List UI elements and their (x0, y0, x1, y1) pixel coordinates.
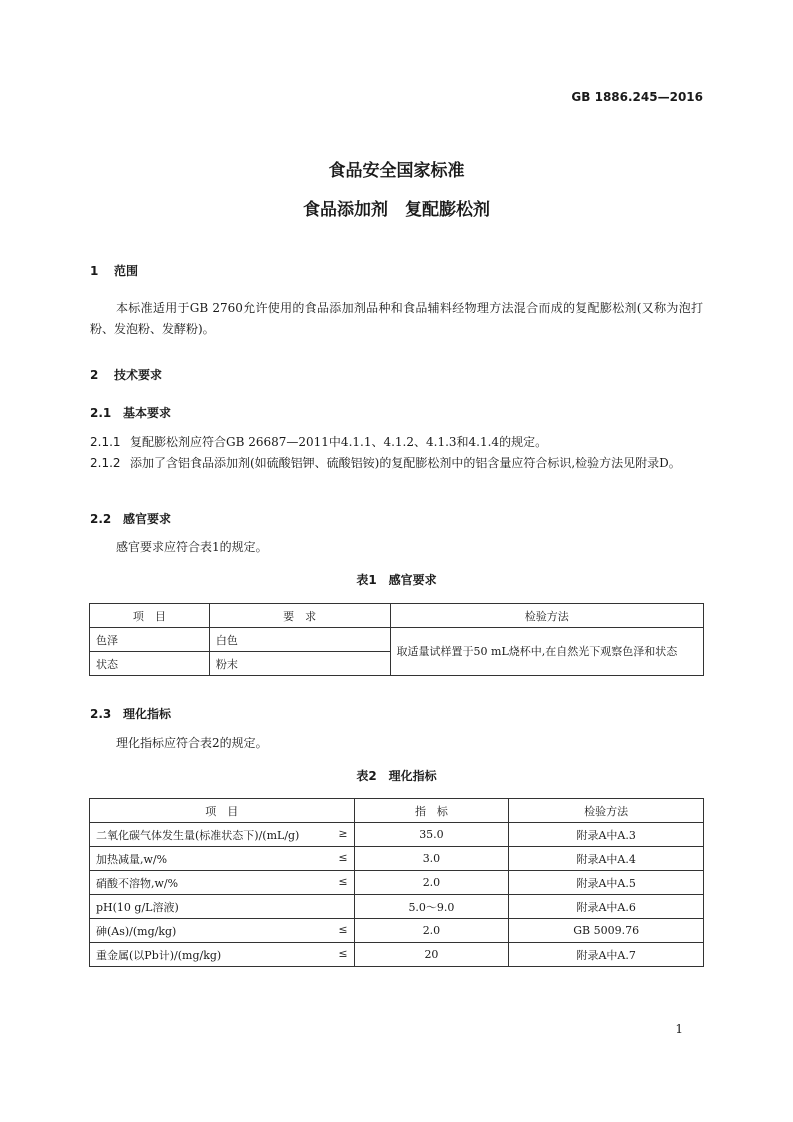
item-label: pH(10 g/L溶液) (96, 900, 179, 914)
clause-2-1-1 (90, 432, 703, 453)
item-label: 重金属(以Pb计)/(mg/kg) (96, 948, 222, 962)
table-row (90, 943, 704, 967)
item-label: 加热减量,w/% (96, 852, 168, 866)
header-cell: 要 求 (209, 604, 390, 628)
item-cell: 状态 (90, 652, 210, 676)
section-2-1-heading (90, 404, 171, 421)
section-2-3-text: 理化指标应符合表2的规定。 (116, 736, 268, 750)
section-title: 理化指标 (123, 707, 172, 721)
table-row (90, 871, 704, 895)
clause-2-1-2 (90, 453, 703, 474)
section-title: 感官要求 (123, 512, 172, 526)
value-cell: 2.0 (354, 919, 509, 943)
item-label: 硝酸不溶物,w/% (96, 876, 179, 890)
header-cell: 指 标 (354, 799, 509, 823)
title-line-1: 食品安全国家标准 (328, 161, 465, 181)
section-title: 范围 (114, 264, 139, 278)
item-cell (90, 871, 355, 895)
header-cell: 项 目 (90, 799, 355, 823)
item-cell (90, 847, 355, 871)
operator: ≤ (338, 922, 348, 936)
method-cell: GB 5009.76 (509, 919, 704, 943)
section-2-2-text: 感官要求应符合表1的规定。 (116, 540, 268, 554)
section-number: 2.3 (90, 707, 112, 721)
method-cell: 附录A中A.3 (509, 823, 704, 847)
section-number: 2 (90, 368, 99, 382)
item-label: 砷(As)/(mg/kg) (96, 924, 177, 938)
section-number: 2.1 (90, 406, 112, 420)
operator: ≤ (338, 946, 348, 960)
section-2-3-heading (90, 705, 171, 722)
item-cell: 色泽 (90, 628, 210, 652)
section-number: 2.2 (90, 512, 112, 526)
clause-number: 2.1.1 (90, 435, 121, 449)
header-cell: 项 目 (90, 604, 210, 628)
requirement-cell: 白色 (209, 628, 390, 652)
section-title: 基本要求 (123, 406, 172, 420)
clause-text: 复配膨松剂应符合GB 26687—2011中4.1.1、4.1.2、4.1.3和4.1.4的规定。 (130, 435, 548, 449)
table-header-row (90, 799, 704, 823)
value-cell: 2.0 (354, 871, 509, 895)
item-cell (90, 943, 355, 967)
item-label: 二氧化碳气体发生量(标准状态下)/(mL/g) (96, 828, 300, 842)
table-row (90, 847, 704, 871)
method-cell: 附录A中A.6 (509, 895, 704, 919)
sensory-requirements-table (89, 603, 704, 676)
requirement-cell: 粉末 (209, 652, 390, 676)
section-1-heading (90, 262, 138, 279)
clause-number: 2.1.2 (90, 456, 121, 470)
method-cell: 附录A中A.4 (509, 847, 704, 871)
item-cell (90, 919, 355, 943)
table-2-caption: 表2 理化指标 (356, 769, 437, 783)
table-row (90, 823, 704, 847)
section-2-heading (90, 366, 162, 383)
table-row (90, 895, 704, 919)
table-row (90, 919, 704, 943)
item-cell (90, 823, 355, 847)
section-2-2-heading (90, 510, 171, 527)
table-row (90, 628, 704, 652)
section-number: 1 (90, 264, 99, 278)
table-header-row (90, 604, 704, 628)
operator: ≤ (338, 874, 348, 888)
title-line-2: 食品添加剂 复配膨松剂 (303, 200, 490, 220)
method-cell: 附录A中A.5 (509, 871, 704, 895)
item-cell (90, 895, 355, 919)
page-number: 1 (675, 1022, 683, 1036)
header-cell: 检验方法 (390, 604, 703, 628)
value-cell: 3.0 (354, 847, 509, 871)
method-cell: 取适量试样置于50 mL烧杯中,在自然光下观察色泽和状态 (390, 628, 703, 676)
method-cell: 附录A中A.7 (509, 943, 704, 967)
operator: ≥ (338, 826, 348, 840)
table-1-caption: 表1 感官要求 (356, 573, 437, 587)
clause-text: 添加了含铝食品添加剂(如硫酸铝钾、硫酸铝铵)的复配膨松剂中的铝含量应符合标识,检验方法见附录D。 (130, 456, 681, 470)
physicochemical-indicators-table (89, 798, 704, 967)
value-cell: 35.0 (354, 823, 509, 847)
operator: ≤ (338, 850, 348, 864)
header-cell: 检验方法 (509, 799, 704, 823)
value-cell: 20 (354, 943, 509, 967)
standard-code: GB 1886.245—2016 (571, 90, 703, 104)
section-1-text: 本标准适用于GB 2760允许使用的食品添加剂品种和食品辅料经物理方法混合而成的复配膨松剂(又称为泡打粉、发泡粉、发酵粉)。 (90, 301, 703, 336)
value-cell: 5.0～9.0 (354, 895, 509, 919)
section-title: 技术要求 (114, 368, 163, 382)
